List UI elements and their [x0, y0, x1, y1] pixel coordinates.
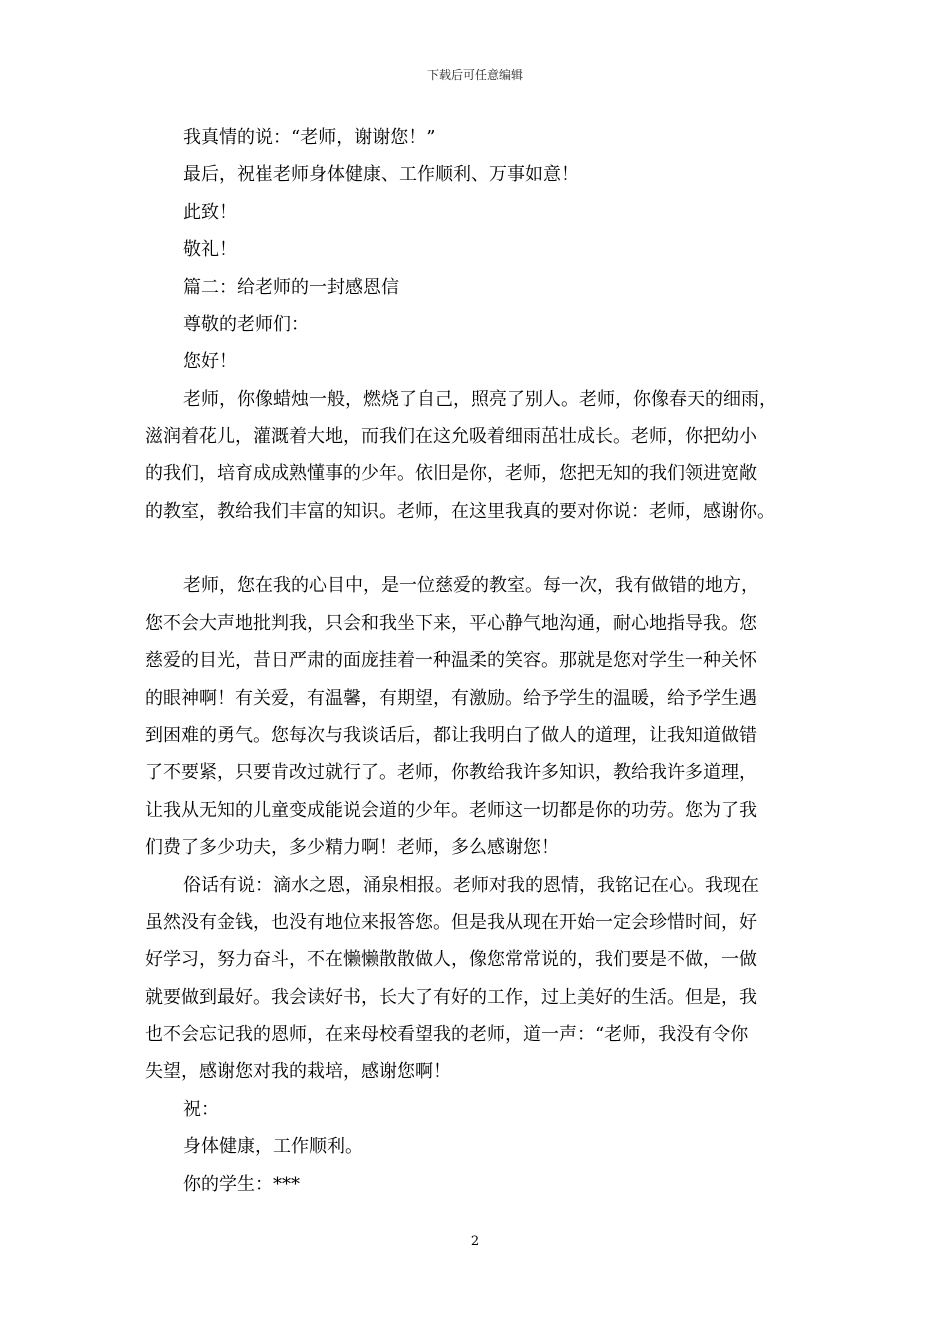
- text-line: 我真情的说：“老师，谢谢您！”: [183, 127, 436, 148]
- text-line: 滋润着花儿，灌溉着大地，而我们在这允吸着细雨茁壮成长。老师，你把幼小: [145, 426, 757, 447]
- greeting: 您好！: [183, 351, 237, 372]
- text-line: 了不要紧，只要肯改过就行了。老师，你教给我许多知识，教给我许多道理，: [145, 762, 757, 783]
- text-line: 到困难的勇气。您每次与我谈话后，都让我明白了做人的道理，让我知道做错: [145, 725, 757, 746]
- text-line: 虽然没有金钱，也没有地位来报答您。但是我从现在开始一定会珍惜时间，好: [145, 912, 757, 933]
- closing-wish: 祝：: [183, 1099, 219, 1120]
- signature: 你的学生：***: [183, 1174, 300, 1195]
- text-line: 也不会忘记我的恩师，在来母校看望我的老师，道一声：“老师，我没有令你: [145, 1024, 749, 1045]
- text-line: 让我从无知的儿童变成能说会道的少年。老师这一切都是你的功劳。您为了我: [145, 800, 757, 821]
- text-line: 就要做到最好。我会读好书，长大了有好的工作，过上美好的生活。但是，我: [145, 987, 757, 1008]
- text-line: 的教室，教给我们丰富的知识。老师，在这里我真的要对你说：老师，感谢你。: [145, 501, 775, 522]
- section-heading: 篇二：给老师的一封感恩信: [183, 277, 399, 298]
- salutation: 尊敬的老师们：: [183, 314, 309, 335]
- text-line: 老师，你像蜡烛一般，燃烧了自己，照亮了别人。老师，你像春天的细雨，: [183, 389, 777, 410]
- text-line: 俗话有说：滴水之恩，涌泉相报。老师对我的恩情，我铭记在心。我现在: [183, 875, 759, 896]
- text-line: 好学习，努力奋斗，不在懒懒散散做人，像您常常说的，我们要是不做，一做: [145, 949, 757, 970]
- text-line: 的我们，培育成成熟懂事的少年。依旧是你，老师，您把无知的我们领进宽敞: [145, 463, 757, 484]
- page-header: 下载后可任意编辑: [426, 68, 523, 82]
- text-line: 您不会大声地批判我，只会和我坐下来，平心静气地沟通，耐心地指导我。您: [145, 613, 757, 634]
- text-line: 此致！: [183, 202, 237, 223]
- text-line: 老师，您在我的心目中，是一位慈爱的教室。每一次，我有做错的地方，: [183, 575, 759, 596]
- text-line: 们费了多少功夫，多少精力啊！老师，多么感谢您！: [145, 837, 559, 858]
- text-line: 慈爱的目光，昔日严肃的面庞挂着一种温柔的笑容。那就是您对学生一种关怀: [145, 650, 757, 671]
- text-line: 失望，感谢您对我的栽培，感谢您啊！: [145, 1061, 451, 1082]
- text-line: 最后，祝崔老师身体健康、工作顺利、万事如意！: [183, 164, 579, 185]
- text-line: 敬礼！: [183, 239, 237, 260]
- text-line: 的眼神啊！有关爱，有温馨，有期望，有激励。给予学生的温暖，给予学生遇: [145, 688, 757, 709]
- closing-wish-text: 身体健康，工作顺利。: [183, 1136, 363, 1157]
- page-number: 2: [470, 1234, 480, 1249]
